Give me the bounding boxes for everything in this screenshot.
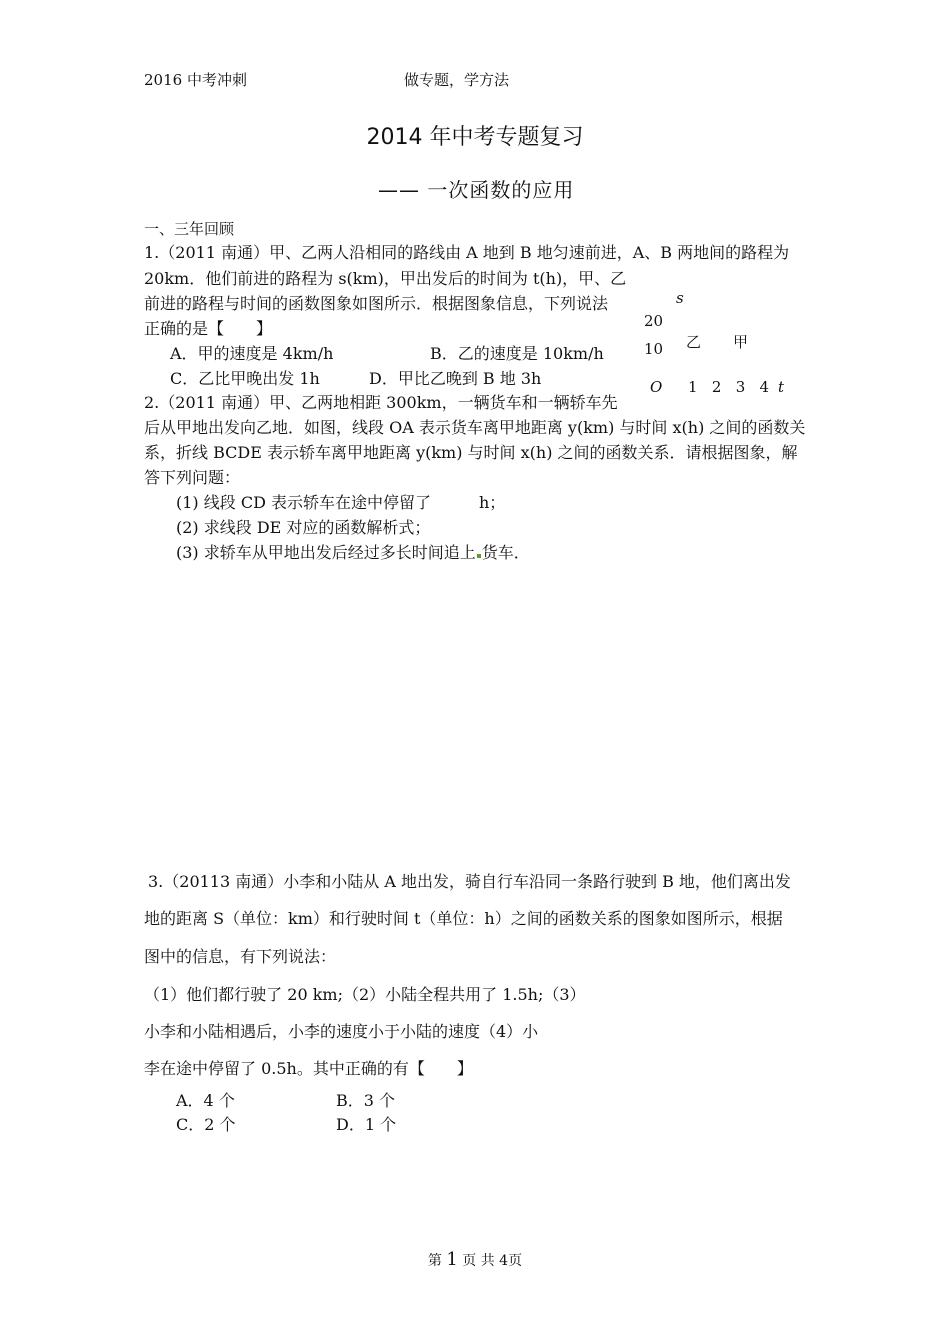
q2-sub1: (1) 线段 CD 表示轿车在途中停留了 h； (176, 493, 506, 512)
q1-line4: 正确的是【 】 (144, 319, 273, 338)
footer-suffix: 页 (508, 1253, 523, 1269)
q3-line4: （1）他们都行驶了 20 km;（2）小陆全程共用了 1.5h;（3） (144, 985, 586, 1004)
q1-option-b: B．乙的速度是 10km/h (430, 344, 604, 363)
q1-option-a: A．甲的速度是 4km/h (170, 344, 334, 363)
figure1-y20-label: 20 (644, 312, 664, 330)
q3-line5: 小李和小陆相遇后，小李的速度小于小陆的速度（4）小 (144, 1022, 539, 1041)
figure1-origin-label: O (650, 378, 663, 396)
footer-page-number: 1 (446, 1249, 458, 1270)
figure1-yi-label: 乙 (686, 333, 702, 351)
header-center: 做专题，学方法 (404, 71, 510, 89)
q1-line3: 前进的路程与时间的函数图象如图所示．根据图象信息，下列说法 (144, 294, 609, 313)
footer-prefix: 第 (427, 1253, 442, 1269)
page-title: 2014 年中考专题复习 (366, 125, 584, 150)
q3-option-a: A．4 个 (176, 1091, 235, 1110)
section-heading: 一、三年回顾 (144, 220, 235, 238)
figure1-t-label: t (778, 378, 785, 396)
q3-option-d: D．1 个 (336, 1115, 397, 1134)
q1-option-c: C．乙比甲晚出发 1h (170, 369, 320, 388)
q2-line2: 后从甲地出发向乙地．如图，线段 OA 表示货车离甲地距离 y(km) 与时间 x(h) 之间的函数关 (144, 418, 806, 437)
q1-line2: 20km．他们前进的路程为 s(km)，甲出发后的时间为 t(h)，甲、乙 (144, 269, 627, 288)
page-footer (0, 1249, 950, 1272)
q3-line2: 地的距离 S（单位：km）和行驶时间 t（单位：h）之间的函数关系的图象如图所示，根据 (144, 909, 783, 928)
figure1-jia-label: 甲 (733, 333, 749, 351)
q3-line6: 李在途中停留了 0.5h。其中正确的有【 】 (144, 1059, 473, 1078)
q2-line1: 2.（2011 南通）甲、乙两地相距 300km，一辆货车和一辆轿车先 (144, 393, 618, 412)
figure1-y10-label: 10 (644, 340, 664, 358)
figure1-tick-labels: 1 2 3 4 (688, 378, 770, 396)
q3-line1: 3.（20113 南通）小李和小陆从 A 地出发，骑自行车沿同一条路行驶到 B 地，他们离出发 (148, 872, 791, 891)
q3-option-b: B．3 个 (336, 1091, 396, 1110)
q1-option-d: D．甲比乙晚到 B 地 3h (369, 369, 542, 388)
header-left: 2016 中考冲刺 (144, 71, 247, 89)
footer-total-pages: 4 (499, 1253, 509, 1269)
q1-line1: 1.（2011 南通）甲、乙两人沿相同的路线由 A 地到 B 地匀速前进，A、B 两地间的路程为 (144, 243, 790, 262)
figure1-s-label: s (676, 289, 684, 307)
q2-line4: 答下列问题： (144, 468, 241, 487)
q2-sub2: (2) 求线段 DE 对应的函数解析式； (176, 518, 431, 537)
q3-option-c: C．2 个 (176, 1115, 236, 1134)
q2-sub3-text-b: 货车． (481, 543, 530, 562)
q3-line3: 图中的信息，有下列说法： (144, 947, 337, 966)
q2-line3: 系，折线 BCDE 表示轿车离甲地距离 y(km) 与时间 x(h) 之间的函数关系．请根据图象，解 (144, 443, 798, 462)
footer-middle: 页 共 (462, 1253, 495, 1269)
q2-sub3 (176, 541, 530, 565)
page-subtitle: —— 一次函数的应用 (378, 178, 575, 202)
anchor-marker-icon (477, 554, 481, 558)
q2-sub3-text-a: (3) 求轿车从甲地出发后经过多长时间追上 (176, 543, 476, 562)
